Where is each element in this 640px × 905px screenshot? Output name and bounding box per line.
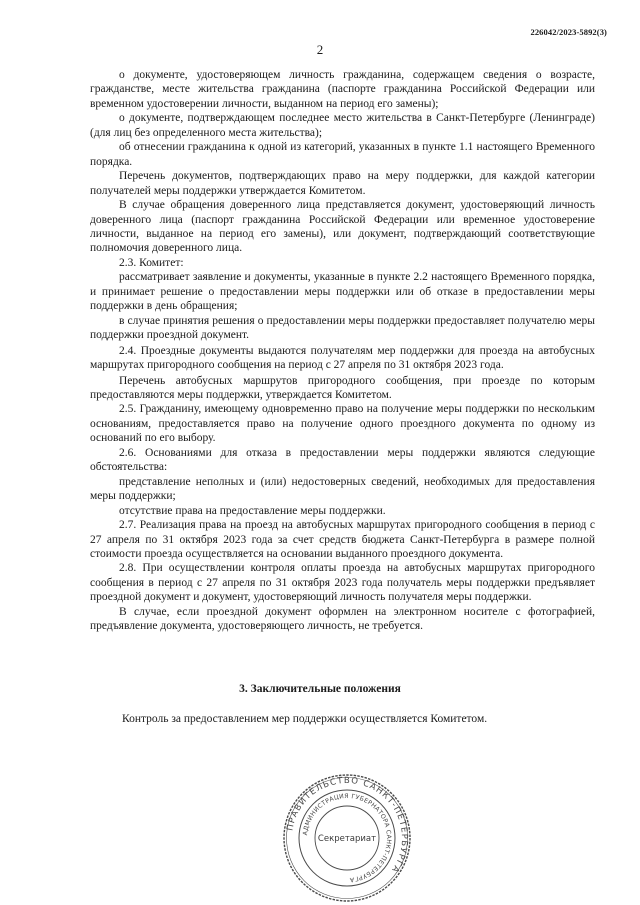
- paragraph-documents-list: Перечень документов, подтверждающих право на меру поддержки, для каждой категории получателей меры поддержки утверждается Комитетом.: [90, 170, 595, 197]
- seal-outer-text: ПРАВИТЕЛЬСТВО САНКТ-ПЕТЕРБУРГА: [285, 775, 410, 875]
- paragraph-trusted-person: В случае обращения доверенного лица представляется документ, удостоверяющий личность доверенного лица (паспорт гражданина Российской Федерации или временное удостоверение личности, выданное на период его замены), или документ, подтверждающий соответствующие полномочия доверенного лица.: [90, 199, 595, 255]
- paragraph-2-3-issue: в случае принятия решения о предоставлении меры поддержки предоставляет получателю меры поддержки проездной документ.: [90, 314, 595, 342]
- official-seal: [282, 773, 412, 903]
- paragraph-2-3-review: рассматривает заявление и документы, указанные в пункте 2.2 настоящего Временного порядка, и принимает решение о предоставлении меры поддержки или об отказе в предоставлении меры поддержки в день обращения;: [90, 271, 595, 313]
- paragraph-2-4: 2.4. Проездные документы выдаются получателям мер поддержки для проезда на автобусных маршрутах пригородного сообщения на период с 27 апреля по 31 октября 2023 года.: [90, 344, 595, 372]
- seal-center-label: Секретариат: [317, 834, 377, 844]
- paragraph-2-3-heading: 2.3. Комитет:: [119, 256, 184, 269]
- paragraph-residence-document: о документе, подтверждающем последнее место жительства в Санкт-Петербурге (Ленинграде) (для лиц без определенного места жительства);: [90, 112, 595, 139]
- document-registration-number: 226042/2023-5892(3): [530, 27, 607, 37]
- paragraph-2-7: 2.7. Реализация права на проезд на автобусных маршрутах пригородного сообщения в период с 27 апреля по 31 октября 2023 года за счет средств бюджета Санкт-Петербурга в размере полной стоимости проезда осуществляется на основании выданного проездного документа.: [90, 519, 595, 560]
- paragraph-route-list: Перечень автобусных маршрутов пригородного сообщения, при проезде по которым предоставляются меры поддержки, утверждается Комитетом.: [90, 374, 595, 401]
- page-number: 2: [316, 42, 324, 57]
- seal-inner-text: АДМИНИСТРАЦИЯ ГУБЕРНАТОРА САНКТ-ПЕТЕРБУРГА: [302, 792, 393, 883]
- control-statement: Контроль за предоставлением мер поддержки осуществляется Комитетом.: [122, 713, 488, 725]
- document-body: [90, 68, 595, 634]
- paragraph-category-reference: об отнесении гражданина к одной из категорий, указанных в пункте 1.1 настоящего Временного порядка.: [90, 141, 595, 168]
- paragraph-2-6-incomplete-info: представление неполных и (или) недостоверных сведений, необходимых для предоставления меры поддержки;: [90, 475, 595, 503]
- section-3-title: 3. Заключительные положения: [239, 683, 401, 695]
- paragraph-electronic-carrier: В случае, если проездной документ оформлен на электронном носителе с фотографией, предъявление документа, удостоверяющего личность, не требуется.: [90, 605, 595, 633]
- paragraph-2-8: 2.8. При осуществлении контроля оплаты проезда на автобусных маршрутах пригородного сообщения в период с 27 апреля по 31 октября 2023 года получатель меры поддержки предъявляет проездной документ и документ, удостоверяющий личность получателя меры поддержки.: [90, 562, 595, 604]
- paragraph-2-6-no-right: отсутствие права на предоставление меры поддержки.: [119, 504, 386, 517]
- paragraph-2-5: 2.5. Гражданину, имеющему одновременно право на получение меры поддержки по нескольким основаниям, предоставляется право на получение одного проездного документа по одному из оснований по его выбору.: [90, 403, 595, 445]
- paragraph-identity-document: о документе, удостоверяющем личность гражданина, содержащем сведения о возрасте, гражданстве, месте жительства гражданина (паспорте гражданина Российской Федерации или временном удостоверении личности, выданном на период его замены);: [90, 69, 595, 110]
- paragraph-2-6: 2.6. Основаниями для отказа в предоставлении меры поддержки являются следующие обстоятельства:: [90, 446, 595, 474]
